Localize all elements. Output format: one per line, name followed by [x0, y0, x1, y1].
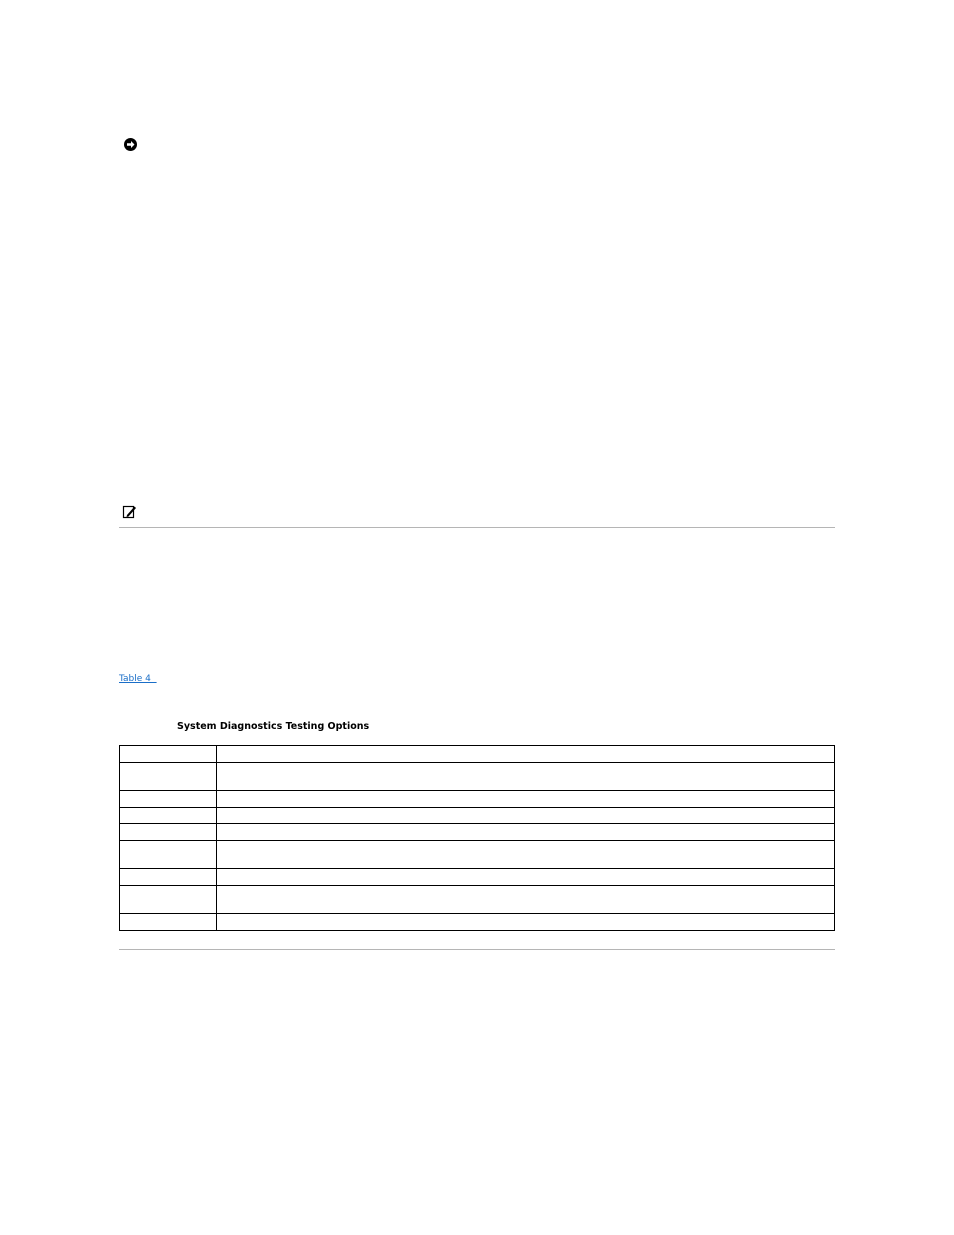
table-4-link[interactable]: Table 4	[119, 674, 157, 684]
function-cell	[217, 807, 835, 824]
function-cell	[217, 869, 835, 886]
table-row	[120, 914, 835, 931]
option-cell	[120, 886, 217, 914]
option-cell	[120, 790, 217, 807]
table-row	[120, 824, 835, 841]
table-caption: System Diagnostics Testing Options	[177, 721, 370, 732]
option-cell	[120, 824, 217, 841]
notice-icon	[123, 137, 138, 152]
table-row	[120, 869, 835, 886]
section-divider	[119, 527, 835, 528]
option-cell	[120, 746, 217, 763]
table-row	[120, 790, 835, 807]
function-cell	[217, 746, 835, 763]
function-cell	[217, 790, 835, 807]
function-cell	[217, 914, 835, 931]
table-row	[120, 762, 835, 790]
function-cell	[217, 824, 835, 841]
system-diagnostics-table	[119, 745, 835, 931]
option-cell	[120, 841, 217, 869]
note-icon	[122, 504, 137, 519]
function-cell	[217, 762, 835, 790]
table-row	[120, 841, 835, 869]
option-cell	[120, 762, 217, 790]
option-cell	[120, 869, 217, 886]
option-cell	[120, 914, 217, 931]
function-cell	[217, 886, 835, 914]
option-cell	[120, 807, 217, 824]
table-row	[120, 886, 835, 914]
table-row	[120, 807, 835, 824]
table-row	[120, 746, 835, 763]
function-cell	[217, 841, 835, 869]
section-divider	[119, 949, 835, 950]
